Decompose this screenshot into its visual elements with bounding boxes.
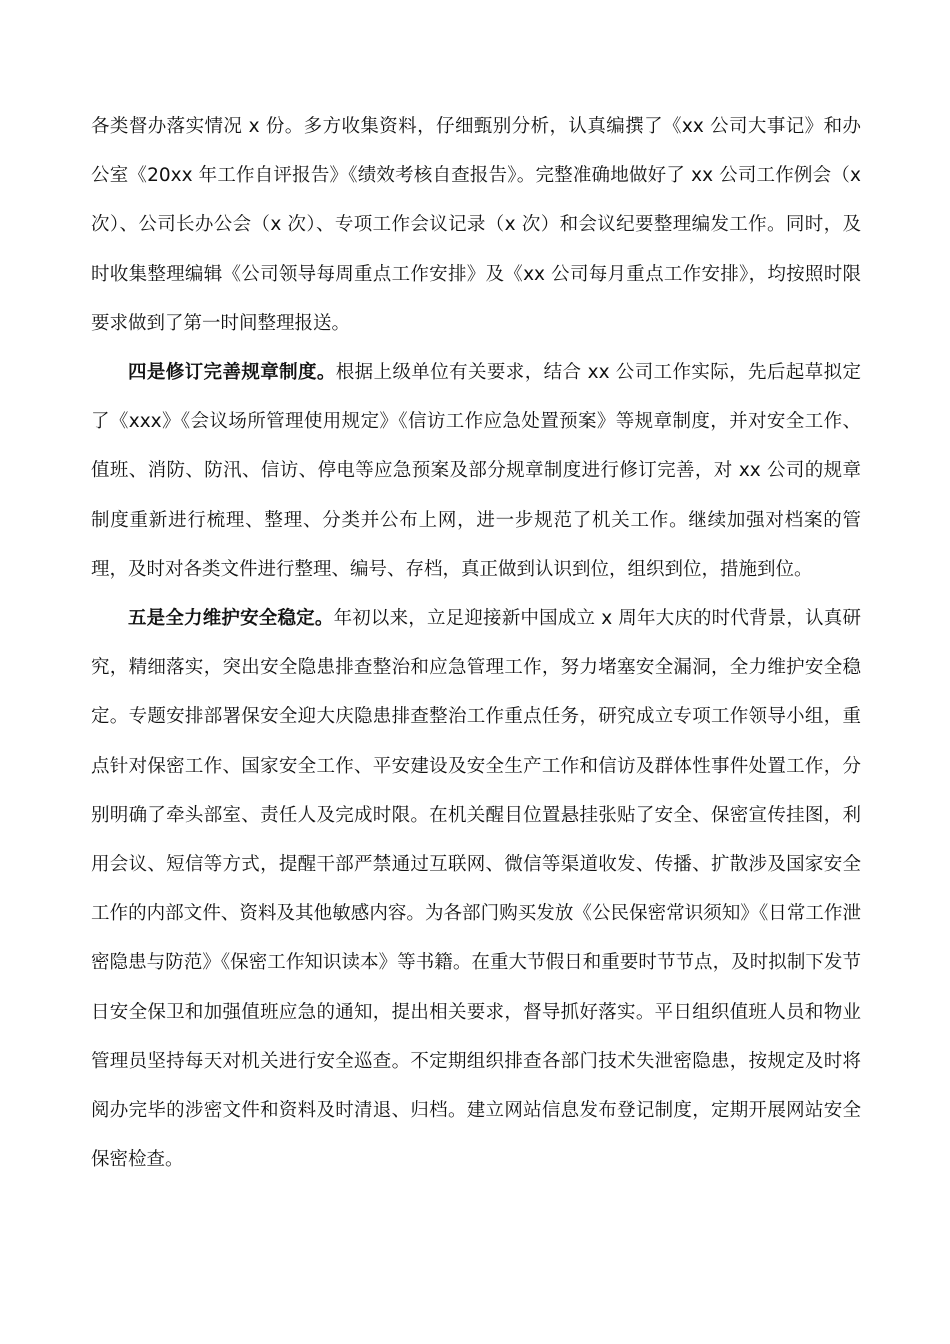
- paragraph-text: 各类督办落实情况 x 份。多方收集资料，仔细甄别分析，认真编撰了《xx 公司大事记》和办公室《20xx 年工作自评报告》《绩效考核自查报告》。完整准确地做好了 xx 公司工作例会（x 次）、公司长办公会（x 次）、专项工作会议记录（x 次）和会议纪要整理编发工作。同时，及时收集整理编辑《公司领导每周重点工作安排》及《xx 公司每月重点工作安排》，均按照时限要求做到了第一时间整理报送。: [91, 116, 861, 334]
- paragraph-section-4: [91, 348, 861, 594]
- document-page: [91, 102, 861, 1184]
- paragraph-text: 年初以来，立足迎接新中国成立 x 周年大庆的时代背景，认真研究，精细落实，突出安全隐患排查整治和应急管理工作，努力堵塞安全漏洞，全力维护安全稳定。专题安排部署保安全迎大庆隐患排查整治工作重点任务，研究成立专项工作领导小组，重点针对保密工作、国家安全工作、平安建设及安全生产工作和信访及群体性事件处置工作，分别明确了牵头部室、责任人及完成时限。在机关醒目位置悬挂张贴了安全、保密宣传挂图，利用会议、短信等方式，提醒干部严禁通过互联网、微信等渠道收发、传播、扩散涉及国家安全工作的内部文件、资料及其他敏感内容。为各部门购买发放《公民保密常识须知》《日常工作泄密隐患与防范》《保密工作知识读本》等书籍。在重大节假日和重要时节节点，及时拟制下发节日安全保卫和加强值班应急的通知，提出相关要求，督导抓好落实。平日组织值班人员和物业管理员坚持每天对机关进行安全巡查。不定期组织排查各部门技术失泄密隐患，按规定及时将阅办完毕的涉密文件和资料及时清退、归档。建立网站信息发布登记制度，定期开展网站安全保密检查。: [91, 608, 861, 1171]
- paragraph-section-5: [91, 594, 861, 1184]
- paragraph-lead-heading: 四是修订完善规章制度。: [128, 362, 336, 384]
- paragraph-continuation: [91, 102, 861, 348]
- paragraph-text: 根据上级单位有关要求，结合 xx 公司工作实际，先后起草拟定了《xxx》《会议场所管理使用规定》《信访工作应急处置预案》等规章制度，并对安全工作、值班、消防、防汛、信访、停电等应急预案及部分规章制度进行修订完善，对 xx 公司的规章制度重新进行梳理、整理、分类并公布上网，进一步规范了机关工作。继续加强对档案的管理，及时对各类文件进行整理、编号、存档，真正做到认识到位，组织到位，措施到位。: [91, 362, 861, 580]
- paragraph-lead-heading: 五是全力维护安全稳定。: [128, 608, 334, 630]
